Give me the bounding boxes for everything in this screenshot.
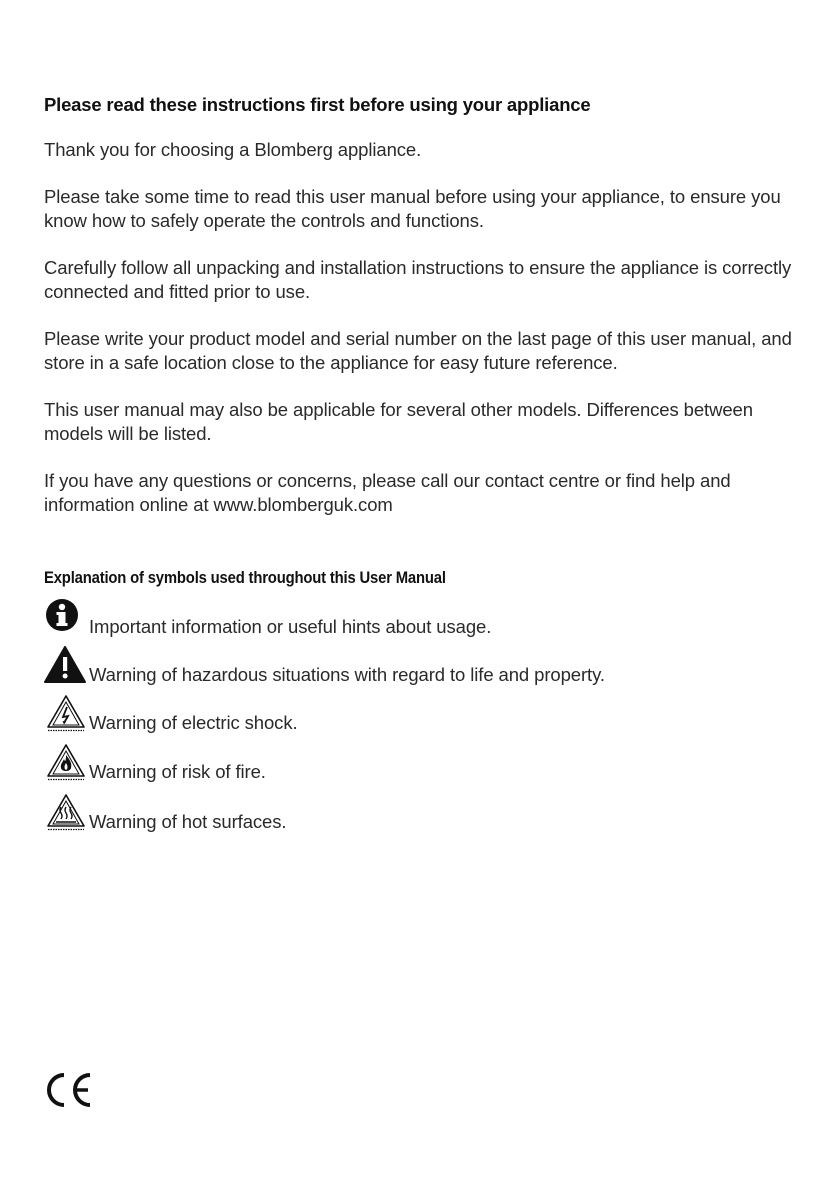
symbol-label-electric-shock: Warning of electric shock. — [89, 712, 298, 733]
symbol-row-info — [44, 598, 491, 638]
paragraph-unpacking: Carefully follow all unpacking and installation instructions to ensure the appliance is correctly connected and fitted prior to use. — [44, 257, 792, 302]
ce-mark-icon — [44, 1072, 94, 1108]
page-heading: Please read these instructions first before using your appliance — [44, 94, 591, 115]
paragraph-serial-number: Please write your product model and serial number on the last page of this user manual, and store in a safe location close to the appliance for easy future reference. — [44, 328, 792, 373]
symbol-label-info: Important information or useful hints about usage. — [89, 616, 492, 637]
warning-icon — [44, 646, 88, 686]
paragraph-thanks: Thank you for choosing a Blomberg appliance. — [44, 139, 422, 160]
paragraph-other-models: This user manual may also be applicable for several other models. Differences between models will be listed. — [44, 399, 753, 444]
paragraph-contact: If you have any questions or concerns, please call our contact centre or find help and information online at www.blomberguk.com — [44, 470, 731, 515]
symbol-row-fire-risk — [44, 743, 266, 783]
electric-shock-icon — [44, 694, 88, 734]
info-icon — [44, 598, 88, 638]
symbol-label-fire-risk: Warning of risk of fire. — [89, 761, 266, 782]
symbols-heading: Explanation of symbols used throughout this User Manual — [44, 569, 446, 587]
paragraph-read-manual: Please take some time to read this user manual before using your appliance, to ensure you know how to safely operate the controls and functions. — [44, 186, 781, 231]
symbol-row-warning — [44, 646, 605, 686]
symbol-row-electric-shock — [44, 694, 298, 734]
symbol-label-hot-surface: Warning of hot surfaces. — [89, 811, 287, 832]
intro-section — [44, 94, 804, 540]
hot-surface-icon — [44, 793, 88, 833]
fire-risk-icon — [44, 743, 88, 783]
symbol-row-hot-surface — [44, 793, 286, 833]
symbol-label-warning: Warning of hazardous situations with regard to life and property. — [89, 664, 605, 685]
